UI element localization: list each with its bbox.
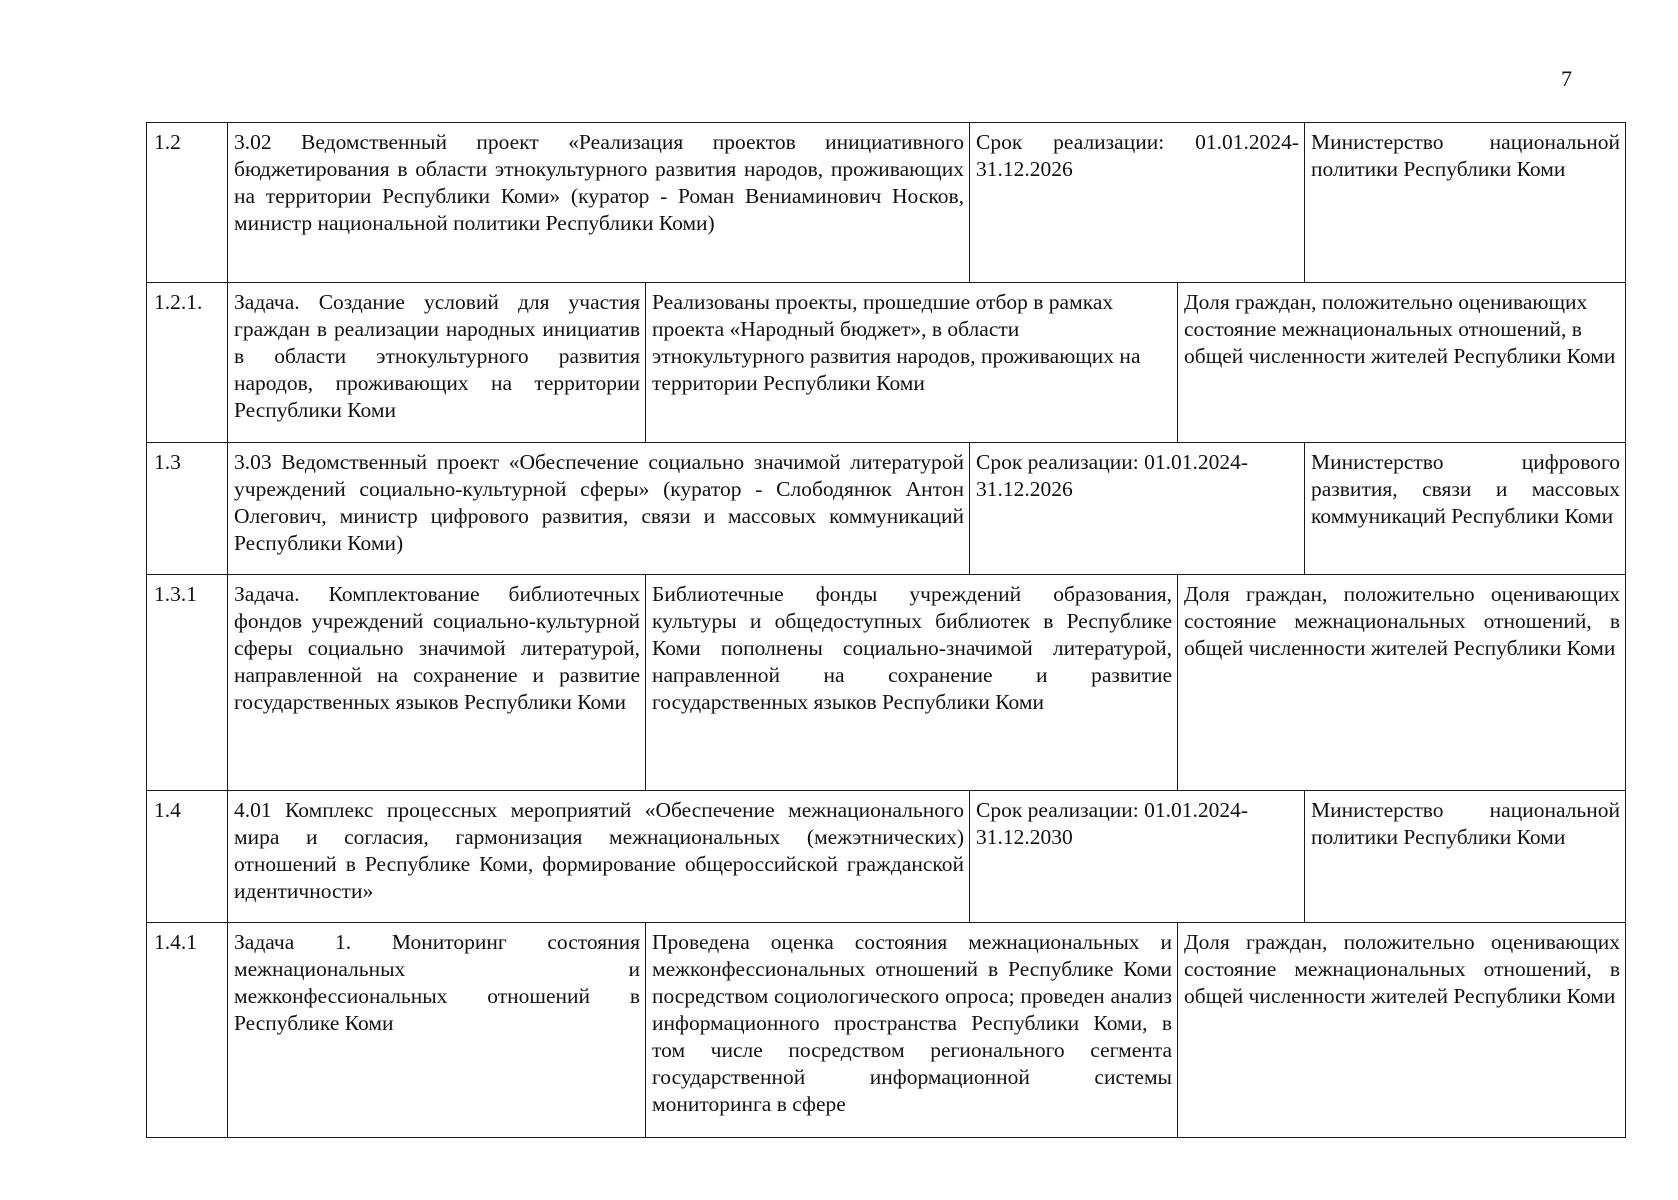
table-row bbox=[146, 790, 1626, 922]
row-number: 1.4.1 bbox=[154, 930, 197, 954]
project-term: Срок реализации: 01.01.2024-31.12.2030 bbox=[969, 791, 1304, 922]
task-result: Реализованы проекты, прошедшие отбор в рамках проекта «Народный бюджет», в области этнокультурного развития народов, проживающих на территории Республики Коми bbox=[645, 283, 1177, 442]
row-number: 1.4 bbox=[154, 798, 181, 822]
row-number: 1.3 bbox=[154, 450, 181, 474]
table-row bbox=[146, 122, 1626, 282]
row-number: 1.2 bbox=[154, 130, 181, 154]
task-indicator: Доля граждан, положительно оценивающих состояние межнациональных отношений, в общей численности жителей Республики Коми bbox=[1177, 283, 1625, 442]
project-term: Срок реализации: 01.01.2024-31.12.2026 bbox=[969, 123, 1304, 282]
project-description: 3.03 Ведомственный проект «Обеспечение социально значимой литературой учреждений социально-культурной сферы» (куратор - Слободянюк Антон Олегович, министр цифрового развития, связи и массовых коммуникаций Республики Коми) bbox=[227, 443, 969, 574]
table-row bbox=[146, 922, 1626, 1138]
project-term: Срок реализации: 01.01.2024-31.12.2026 bbox=[969, 443, 1304, 574]
table-row bbox=[146, 442, 1626, 574]
row-number: 1.2.1. bbox=[154, 290, 203, 314]
task-result: Проведена оценка состояния межнациональных и межконфессиональных отношений в Республике Коми посредством социологического опроса; проведен анализ информационного пространства Республики Коми, в том числе посредством регионального сегмента государственной информационной системы мониторинга в сфере bbox=[645, 923, 1177, 1137]
task-indicator: Доля граждан, положительно оценивающих состояние межнациональных отношений, в общей численности жителей Республики Коми bbox=[1177, 923, 1625, 1137]
responsible-body: Министерство национальной политики Республики Коми bbox=[1304, 123, 1625, 282]
page-number: 7 bbox=[1561, 66, 1572, 91]
responsible-body: Министерство национальной политики Республики Коми bbox=[1304, 791, 1625, 922]
responsible-body: Министерство цифрового развития, связи и массовых коммуникаций Республики Коми bbox=[1304, 443, 1625, 574]
task-description: Задача 1. Мониторинг состояния межнациональных и межконфессиональных отношений в Республике Коми bbox=[227, 923, 645, 1137]
task-result: Библиотечные фонды учреждений образования, культуры и общедоступных библиотек в Республике Коми пополнены социально-значимой литературой, направленной на сохранение и развитие государственных языков Республики Коми bbox=[645, 575, 1177, 790]
row-number: 1.3.1 bbox=[154, 582, 197, 606]
project-description: 3.02 Ведомственный проект «Реализация проектов инициативного бюджетирования в области этнокультурного развития народов, проживающих на территории Республики Коми» (куратор - Роман Вениаминович Носков, министр национальной политики Республики Коми) bbox=[227, 123, 969, 282]
task-description: Задача. Создание условий для участия граждан в реализации народных инициатив в области этнокультурного развития народов, проживающих на территории Республики Коми bbox=[227, 283, 645, 442]
table-row bbox=[146, 282, 1626, 442]
project-description: 4.01 Комплекс процессных мероприятий «Обеспечение межнационального мира и согласия, гармонизация межнациональных (межэтнических) отношений в Республике Коми, формирование общероссийской гражданской идентичности» bbox=[227, 791, 969, 922]
table-row bbox=[146, 574, 1626, 790]
task-description: Задача. Комплектование библиотечных фондов учреждений социально-культурной сферы социально значимой литературой, направленной на сохранение и развитие государственных языков Республики Коми bbox=[227, 575, 645, 790]
document-table bbox=[146, 122, 1626, 1138]
task-indicator: Доля граждан, положительно оценивающих состояние межнациональных отношений, в общей численности жителей Республики Коми bbox=[1177, 575, 1625, 790]
